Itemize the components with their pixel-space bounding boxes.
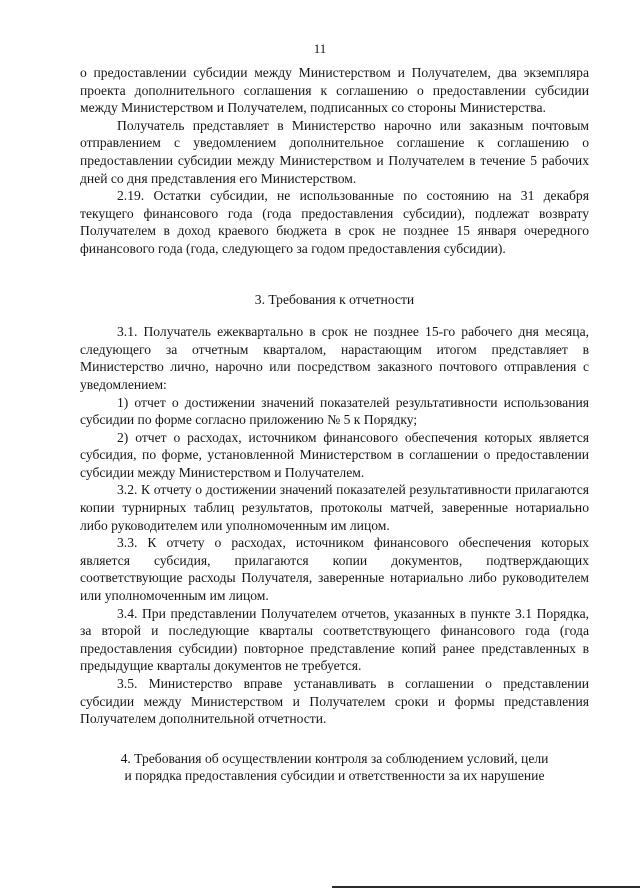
page-number: 11 (313, 41, 327, 56)
section-4-title-line-2: и порядка предоставления субсидии и ответственности за их нарушение (124, 768, 545, 784)
section-4-title (80, 750, 589, 785)
paragraph-3-2: 3.2. К отчету о достижении значений показателей результативности прилагаются копии турнирных таблиц результатов, протоколы матчей, заверенные нотариально либо руководителем или уполномоченным им лицом. (80, 482, 589, 533)
paragraph-3-5: 3.5. Министерство вправе устанавливать в соглашении о представлении субсидии между Министерством и Получателем сроки и формы представления Получателем дополнительной отчетности. (80, 676, 589, 727)
section-4-title-line-1: 4. Требования об осуществлении контроля за соблюдением условий, цели (120, 750, 549, 766)
paragraph-3-3: 3.3. К отчету о расходах, источником финансового обеспечения которых является субсидия, прилагаются копии документов, подтверждающих соответствующие расходы Получателя, заверенные нотариально либо руководителем или уполномоченным им лицом. (80, 535, 589, 604)
paragraph-3-1-item-1: 1) отчет о достижении значений показателей результативности использования субсидии по форме согласно приложению № 5 к Порядку; (80, 394, 589, 428)
paragraph-3-1: 3.1. Получатель ежеквартально в срок не позднее 15-го рабочего дня месяца, следующего за отчетным кварталом, нарастающим итогом представляет в Министерство лично, нарочно или посредством заказного почтового отправления с уведомлением: (80, 324, 589, 392)
paragraph-continuation: о предоставлении субсидии между Министерством и Получателем, два экземпляра проекта дополнительного соглашения к соглашению о предоставлении субсидии между Министерством и Получателем, подписанных со стороны Министерства. (80, 65, 589, 116)
section-3-title: 3. Требования к отчетности (254, 291, 415, 307)
bottom-edge-rule (332, 886, 640, 888)
document-body (80, 64, 589, 785)
paragraph-3-4: 3.4. При представлении Получателем отчетов, указанных в пункте 3.1 Порядка, за второй и последующие кварталы соответствующего финансового года (года предоставления субсидии) повторное представление копий ранее представленных в предыдущие кварталы документов не требуется. (80, 605, 589, 674)
paragraph-recipient-submits: Получатель представляет в Министерство нарочно или заказным почтовым отправлением с уведомлением дополнительное соглашение к соглашению о предоставлении субсидии между Министерством и Получателем в течение 5 рабочих дней со дня представления его Министерством. (80, 117, 589, 186)
paragraph-3-1-item-2: 2) отчет о расходах, источником финансового обеспечения которых является субсидия, по форме, установленной Министерством в соглашении о предоставлении субсидии между Министерством и Получателем. (80, 429, 589, 480)
paragraph-2-19: 2.19. Остатки субсидии, не использованные по состоянию на 31 декабря текущего финансового года (года предоставления субсидии), подлежат возврату Получателем в доход краевого бюджета в срок не позднее 15 января очередного финансового года (года, следующего за годом предоставления субсидии). (80, 188, 589, 256)
